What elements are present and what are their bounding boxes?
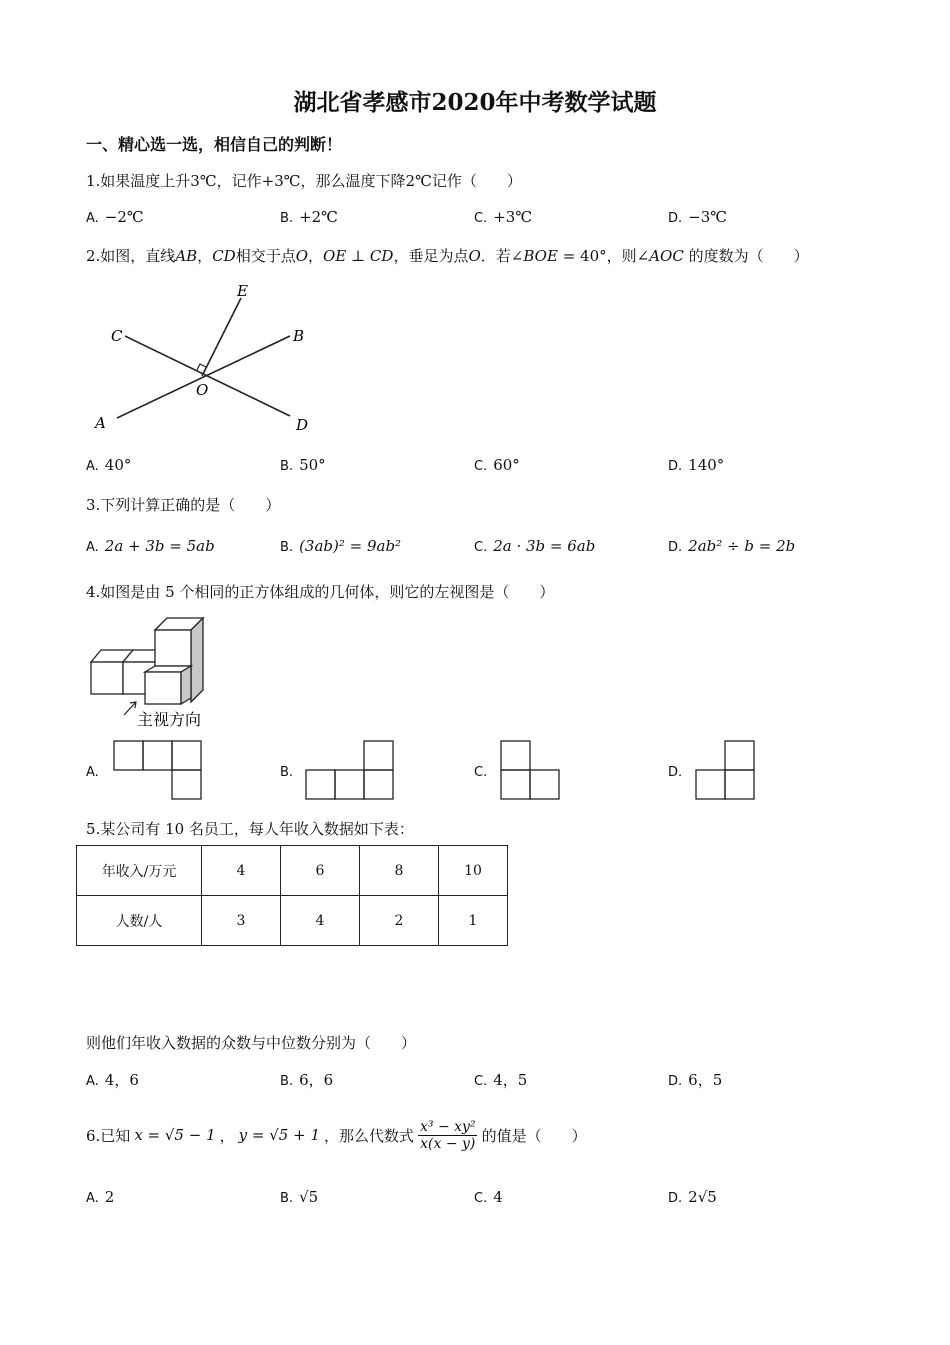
option-text: 140° bbox=[688, 456, 725, 474]
q3-option-c[interactable] bbox=[474, 537, 595, 555]
option-label: A. bbox=[86, 459, 99, 474]
label-d: D bbox=[296, 416, 309, 434]
option-text: 2a + 3b = 5ab bbox=[104, 537, 215, 555]
option-text: 4 bbox=[493, 1188, 503, 1206]
option-text: 2a · 3b = 6ab bbox=[493, 537, 596, 555]
cube-solid-figure bbox=[86, 612, 221, 732]
q4-option-d[interactable] bbox=[668, 762, 688, 780]
question-6-stem bbox=[86, 1110, 587, 1160]
question-5-stem: 5.某公司有 10 名员工，每人年收入数据如下表： bbox=[86, 820, 414, 838]
stem-text: ，那么代数式 bbox=[323, 1126, 414, 1145]
option-label: B. bbox=[280, 540, 294, 555]
stem-text: ，垂足为点 bbox=[393, 247, 469, 265]
fraction-numerator: x³ − xy² bbox=[420, 1118, 476, 1135]
math-ab: AB bbox=[175, 247, 198, 265]
table-row-header: 人数/人 bbox=[77, 896, 202, 946]
option-text: √5 bbox=[299, 1188, 319, 1206]
q4-option-a[interactable] bbox=[86, 762, 105, 780]
question-2-stem bbox=[86, 245, 809, 266]
stem-text: 6.已知 bbox=[86, 1126, 131, 1145]
option-label: A. bbox=[86, 211, 99, 226]
option-label: C. bbox=[474, 1074, 488, 1089]
label-b: B bbox=[293, 327, 305, 345]
question-1-stem: 1.如果温度上升3℃，记作+3℃，那么温度下降2℃记作（ ） bbox=[86, 172, 522, 190]
view-direction-arrow bbox=[124, 702, 136, 715]
q2-option-a[interactable] bbox=[86, 456, 131, 474]
cube-front-face bbox=[91, 662, 123, 694]
option-label: B. bbox=[280, 1191, 294, 1206]
table-cell: 10 bbox=[439, 846, 508, 896]
stem-text: ， bbox=[197, 247, 213, 265]
option-text: 2 bbox=[104, 1188, 115, 1206]
math-oe-perp-cd: OE ⊥ CD bbox=[323, 247, 394, 265]
label-o: O bbox=[196, 381, 209, 399]
line-ab bbox=[117, 336, 290, 418]
q4-option-c-view bbox=[500, 740, 562, 802]
fraction-denominator: x(x − y) bbox=[420, 1135, 476, 1152]
option-label: C. bbox=[474, 459, 488, 474]
label-c: C bbox=[111, 327, 123, 345]
q6-option-c[interactable] bbox=[474, 1188, 503, 1206]
q1-option-d[interactable] bbox=[668, 208, 727, 226]
math-boe: BOE bbox=[523, 247, 558, 265]
math-fraction bbox=[418, 1119, 478, 1152]
table-row-header: 年收入/万元 bbox=[77, 846, 202, 896]
stem-text: 相交于点 bbox=[235, 247, 296, 265]
math-o: O bbox=[295, 247, 309, 265]
q3-option-d[interactable] bbox=[668, 537, 795, 555]
q2-option-d[interactable] bbox=[668, 456, 724, 474]
math-cd: CD bbox=[212, 247, 236, 265]
question-4-stem: 4.如图是由 5 个相同的正方体组成的几何体，则它的左视图是（ ） bbox=[86, 583, 555, 601]
option-label: A. bbox=[86, 1191, 99, 1206]
q1-option-c[interactable] bbox=[474, 208, 532, 226]
table-cell: 6 bbox=[281, 846, 360, 896]
table-cell: 4 bbox=[281, 896, 360, 946]
q5-option-a[interactable] bbox=[86, 1069, 139, 1090]
math-aoc: AOC bbox=[649, 247, 684, 265]
table-cell: 8 bbox=[360, 846, 439, 896]
question-5-prompt: 则他们年收入数据的众数与中位数分别为（ ） bbox=[86, 1034, 417, 1052]
q3-option-b[interactable] bbox=[280, 537, 401, 555]
option-text: 60° bbox=[493, 456, 520, 474]
question-3-stem: 3.下列计算正确的是（ ） bbox=[86, 496, 281, 514]
q4-option-d-view bbox=[695, 740, 757, 802]
stem-text: ．若∠ bbox=[480, 247, 524, 265]
q5-option-b[interactable] bbox=[280, 1069, 333, 1090]
option-text: 4，5 bbox=[493, 1071, 528, 1089]
q6-option-b[interactable] bbox=[280, 1188, 318, 1206]
intersecting-lines-figure bbox=[85, 275, 335, 440]
stem-text: 的度数为（ ） bbox=[683, 247, 809, 265]
option-label: D. bbox=[668, 459, 683, 474]
cube-side-face bbox=[181, 666, 191, 704]
q1-option-b[interactable] bbox=[280, 208, 338, 226]
option-label: C. bbox=[474, 1191, 488, 1206]
option-text: 6，6 bbox=[299, 1071, 334, 1089]
option-text: +3℃ bbox=[493, 208, 533, 226]
table-row bbox=[77, 896, 508, 946]
cube-front-face bbox=[145, 672, 181, 704]
table-cell: 2 bbox=[360, 896, 439, 946]
view-direction-caption: 主视方向 bbox=[137, 710, 202, 729]
math-o: O bbox=[468, 247, 481, 265]
q2-option-c[interactable] bbox=[474, 456, 520, 474]
option-label: C. bbox=[474, 211, 488, 226]
math-y-value: y = √5 + 1 bbox=[238, 1126, 320, 1144]
option-text: 6，5 bbox=[688, 1071, 723, 1089]
option-text: 50° bbox=[299, 456, 326, 474]
stem-text: 的值是（ ） bbox=[481, 1126, 587, 1145]
option-label: B. bbox=[280, 211, 294, 226]
option-label: D. bbox=[668, 540, 683, 555]
option-label: A. bbox=[86, 1074, 99, 1089]
stem-text: ， bbox=[308, 247, 324, 265]
label-e: E bbox=[237, 282, 248, 300]
math-x-value: x = √5 − 1 bbox=[134, 1126, 216, 1144]
option-text: −3℃ bbox=[688, 208, 728, 226]
option-text: 40° bbox=[104, 456, 132, 474]
q5-option-c[interactable] bbox=[474, 1069, 527, 1090]
option-label: A. bbox=[86, 765, 99, 780]
stem-text: = 40°，则∠ bbox=[557, 247, 650, 265]
q4-option-c[interactable] bbox=[474, 762, 493, 780]
option-label: D. bbox=[668, 211, 683, 226]
income-table bbox=[76, 845, 508, 946]
cube-side-face bbox=[191, 618, 203, 702]
q1-option-a[interactable] bbox=[86, 208, 144, 226]
ray-oe bbox=[202, 298, 241, 376]
table-cell: 3 bbox=[202, 896, 281, 946]
table-cell: 1 bbox=[439, 896, 508, 946]
option-label: D. bbox=[668, 1074, 683, 1089]
option-label: A. bbox=[86, 540, 99, 555]
cube-front-face bbox=[155, 630, 191, 666]
label-a: A bbox=[95, 414, 106, 432]
option-label: B. bbox=[280, 765, 294, 780]
section-heading: 一、精心选一选，相信自己的判断！ bbox=[86, 135, 343, 154]
q6-option-a[interactable] bbox=[86, 1188, 114, 1206]
q4-option-a-view bbox=[113, 740, 203, 802]
stem-text: 2.如图，直线 bbox=[86, 247, 176, 265]
option-label: C. bbox=[474, 540, 488, 555]
option-text: −2℃ bbox=[104, 208, 144, 226]
option-label: C. bbox=[474, 765, 488, 780]
table-cell: 4 bbox=[202, 846, 281, 896]
table-row bbox=[77, 846, 508, 896]
option-text: 2ab² ÷ b = 2b bbox=[688, 537, 796, 555]
option-text: 4，6 bbox=[104, 1071, 139, 1089]
q6-option-d[interactable] bbox=[668, 1188, 717, 1206]
option-label: D. bbox=[668, 1191, 683, 1206]
option-label: D. bbox=[668, 765, 683, 780]
q4-option-b-view bbox=[305, 740, 397, 802]
option-text: 2√5 bbox=[688, 1188, 717, 1206]
q2-option-b[interactable] bbox=[280, 456, 326, 474]
q5-option-d[interactable] bbox=[668, 1069, 722, 1090]
option-text: (3ab)² = 9ab² bbox=[299, 537, 402, 555]
stem-text: ， bbox=[219, 1126, 235, 1145]
option-text: +2℃ bbox=[299, 208, 338, 226]
option-label: B. bbox=[280, 1074, 294, 1089]
q3-option-a[interactable] bbox=[86, 537, 215, 555]
q4-option-b[interactable] bbox=[280, 762, 299, 780]
option-label: B. bbox=[280, 459, 294, 474]
page-title: 湖北省孝感市2020年中考数学试题 bbox=[293, 89, 657, 116]
